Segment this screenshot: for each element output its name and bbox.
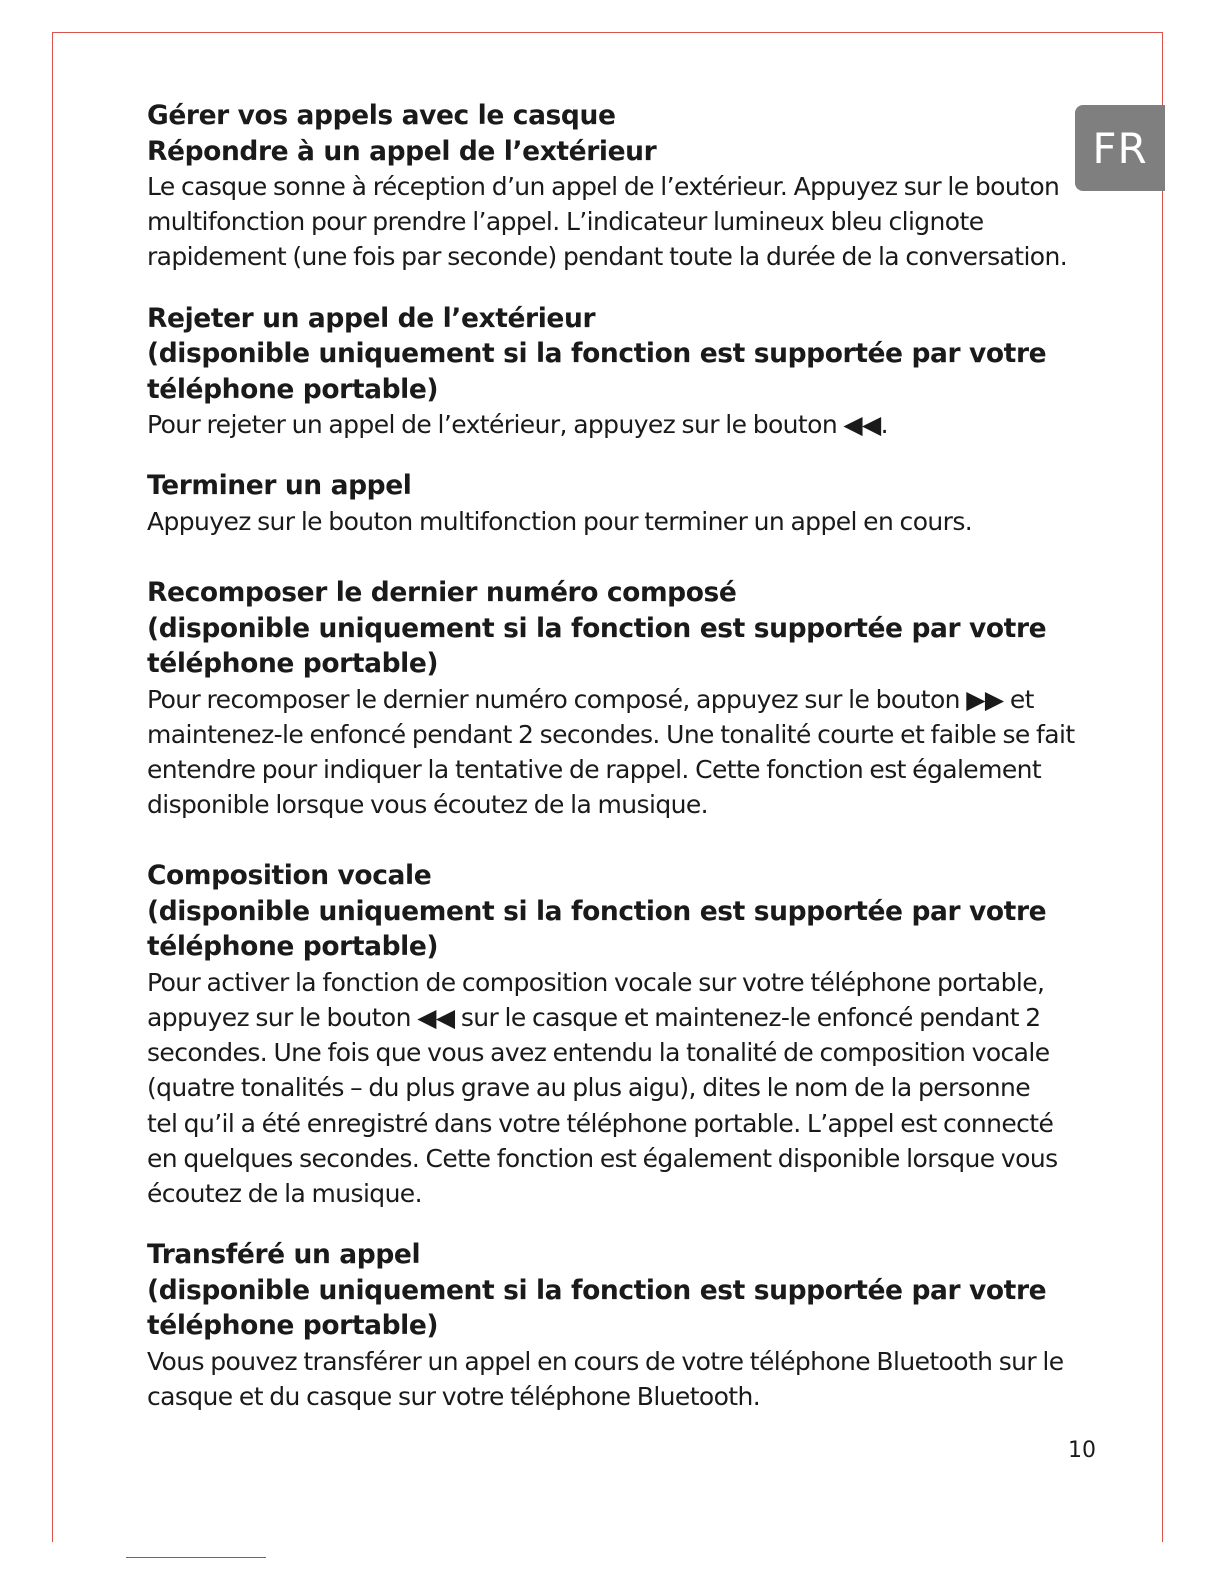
- section-availability-note: (disponible uniquement si la fonction est supportée par votre: [147, 612, 1047, 644]
- section-end-call: [147, 468, 1077, 539]
- body-line: casque et du casque sur votre téléphone Bluetooth.: [147, 1381, 761, 1411]
- section-title: Composition vocale: [147, 860, 432, 892]
- section-availability-note: (disponible uniquement si la fonction est supportée par votre: [147, 338, 1047, 370]
- body-line: maintenez-le enfoncé pendant 2 secondes. Une tonalité courte et faible se fait: [147, 719, 1075, 749]
- section-reject-call: [147, 301, 1077, 443]
- body-line: en quelques secondes. Cette fonction est également disponible lorsque vous: [147, 1143, 1058, 1173]
- body-line: entendre pour indiquer la tentative de rappel. Cette fonction est également: [147, 754, 1042, 784]
- section-title: Recomposer le dernier numéro composé: [147, 577, 737, 609]
- section-title: Rejeter un appel de l’extérieur: [147, 302, 596, 334]
- section-body: [147, 504, 1077, 539]
- section-availability-note: téléphone portable): [147, 648, 439, 680]
- body-line: Pour recomposer le dernier numéro composé, appuyez sur le bouton ▶▶ et: [147, 684, 1034, 714]
- section-availability-note: (disponible uniquement si la fonction est supportée par votre: [147, 895, 1047, 927]
- section-availability-note: téléphone portable): [147, 373, 439, 405]
- section-body: [147, 682, 1077, 823]
- section-subtitle: Répondre à un appel de l’extérieur: [147, 135, 657, 167]
- section-transfer-call: [147, 1237, 1077, 1414]
- page-content: [147, 98, 1077, 1440]
- body-line: disponible lorsque vous écoutez de la musique.: [147, 790, 708, 820]
- body-line: Pour activer la fonction de composition vocale sur votre téléphone portable,: [147, 967, 1045, 997]
- section-availability-note: (disponible uniquement si la fonction est supportée par votre: [147, 1274, 1047, 1306]
- footer-rule: [126, 1557, 266, 1558]
- section-availability-note: téléphone portable): [147, 931, 439, 963]
- section-title: Gérer vos appels avec le casque: [147, 100, 616, 131]
- body-line: tel qu’il a été enregistré dans votre téléphone portable. L’appel est connecté: [147, 1108, 1054, 1138]
- section-manage-calls: [147, 98, 1077, 275]
- section-voice-dial: [147, 858, 1077, 1211]
- section-title: Terminer un appel: [147, 470, 412, 502]
- section-title: Transféré un appel: [147, 1239, 421, 1271]
- body-line: appuyez sur le bouton ◀◀ sur le casque et maintenez-le enfoncé pendant 2: [147, 1003, 1041, 1033]
- body-line: (quatre tonalités – du plus grave au plus aigu), dites le nom de la personne: [147, 1073, 1031, 1103]
- body-line: rapidement (une fois par seconde) pendant toute la durée de la conversation.: [147, 242, 1068, 272]
- section-availability-note: téléphone portable): [147, 1310, 439, 1342]
- section-body: [147, 169, 1077, 275]
- body-line: Appuyez sur le bouton multifonction pour terminer un appel en cours.: [147, 506, 973, 536]
- body-line: multifonction pour prendre l’appel. L’indicateur lumineux bleu clignote: [147, 207, 984, 237]
- body-line: secondes. Une fois que vous avez entendu la tonalité de composition vocale: [147, 1038, 1050, 1068]
- page-number: 10: [1068, 1438, 1096, 1463]
- language-tab: FR: [1075, 105, 1165, 191]
- section-body: [147, 407, 1077, 442]
- body-line: Vous pouvez transférer un appel en cours de votre téléphone Bluetooth sur le: [147, 1346, 1064, 1376]
- body-line: Le casque sonne à réception d’un appel de l’extérieur. Appuyez sur le bouton: [147, 172, 1060, 201]
- section-redial: [147, 575, 1077, 822]
- section-body: [147, 1344, 1077, 1414]
- body-line: écoutez de la musique.: [147, 1179, 422, 1209]
- section-body: [147, 965, 1077, 1211]
- body-line: Pour rejeter un appel de l’extérieur, appuyez sur le bouton ◀◀.: [147, 410, 889, 440]
